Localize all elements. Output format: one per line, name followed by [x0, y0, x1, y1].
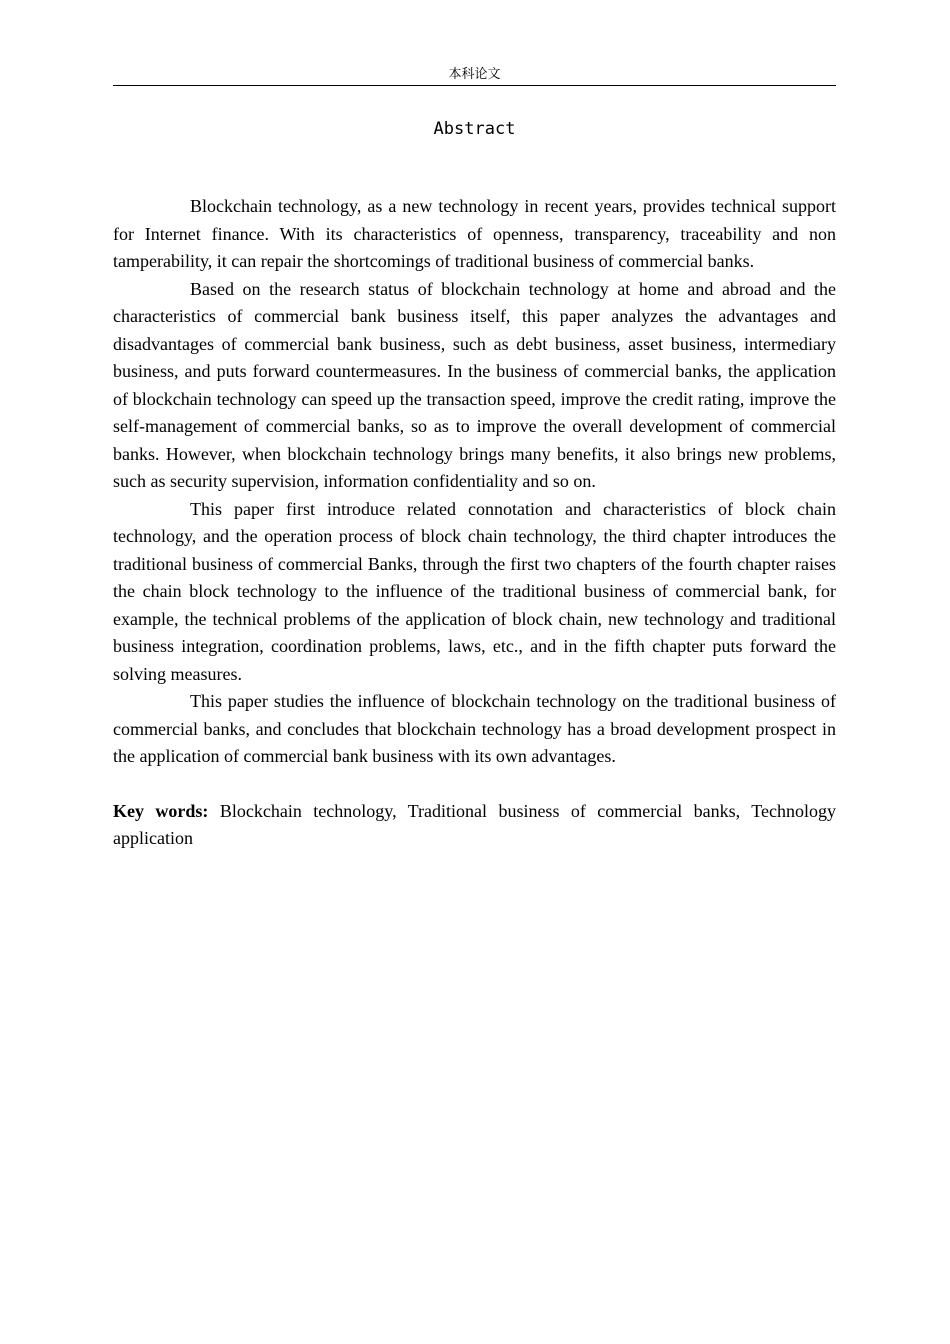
abstract-paragraph-2: Based on the research status of blockchain technology at home and abroad and the characteristics of commercial bank business itself, this paper analyzes the advantages and disadvantages of commercial bank business, such as debt business, asset business, intermediary business, and puts forward countermeasures. In the business of commercial banks, the application of blockchain technology can speed up the transaction speed, improve the credit rating, improve the self-management of commercial banks, so as to improve the overall development of commercial banks. However, when blockchain technology brings many benefits, it also brings new problems, such as security supervision, information confidentiality and so on.: [113, 278, 836, 491]
abstract-paragraph-3: This paper first introduce related connotation and characteristics of block chain technology, and the operation process of block chain technology, the third chapter introduces the traditional business of commercial Banks, through the first two chapters of the fourth chapter raises the chain block technology to the influence of the traditional business of commercial bank, for example, the technical problems of the application of block chain, new technology and traditional business integration, coordination problems, laws, etc., and in the fifth chapter puts forward the solving measures.: [113, 498, 836, 684]
header-rule: [113, 85, 836, 86]
keywords: [113, 798, 836, 853]
keywords-text: Blockchain technology, Traditional business of commercial banks, Technology application: [113, 800, 836, 848]
abstract-body: [113, 193, 836, 853]
abstract-title: Abstract: [433, 119, 516, 139]
abstract-paragraph-1: Blockchain technology, as a new technology in recent years, provides technical support for Internet finance. With its characteristics of openness, transparency, traceability and non tamperability, it can repair the shortcomings of traditional business of commercial banks.: [113, 196, 836, 271]
keywords-label: Key words:: [113, 800, 209, 821]
page-header: 本科论文: [448, 67, 501, 82]
abstract-paragraph-4: This paper studies the influence of blockchain technology on the traditional business of commercial banks, and concludes that blockchain technology has a broad development prospect in the application of commercial bank business with its own advantages.: [113, 691, 836, 766]
